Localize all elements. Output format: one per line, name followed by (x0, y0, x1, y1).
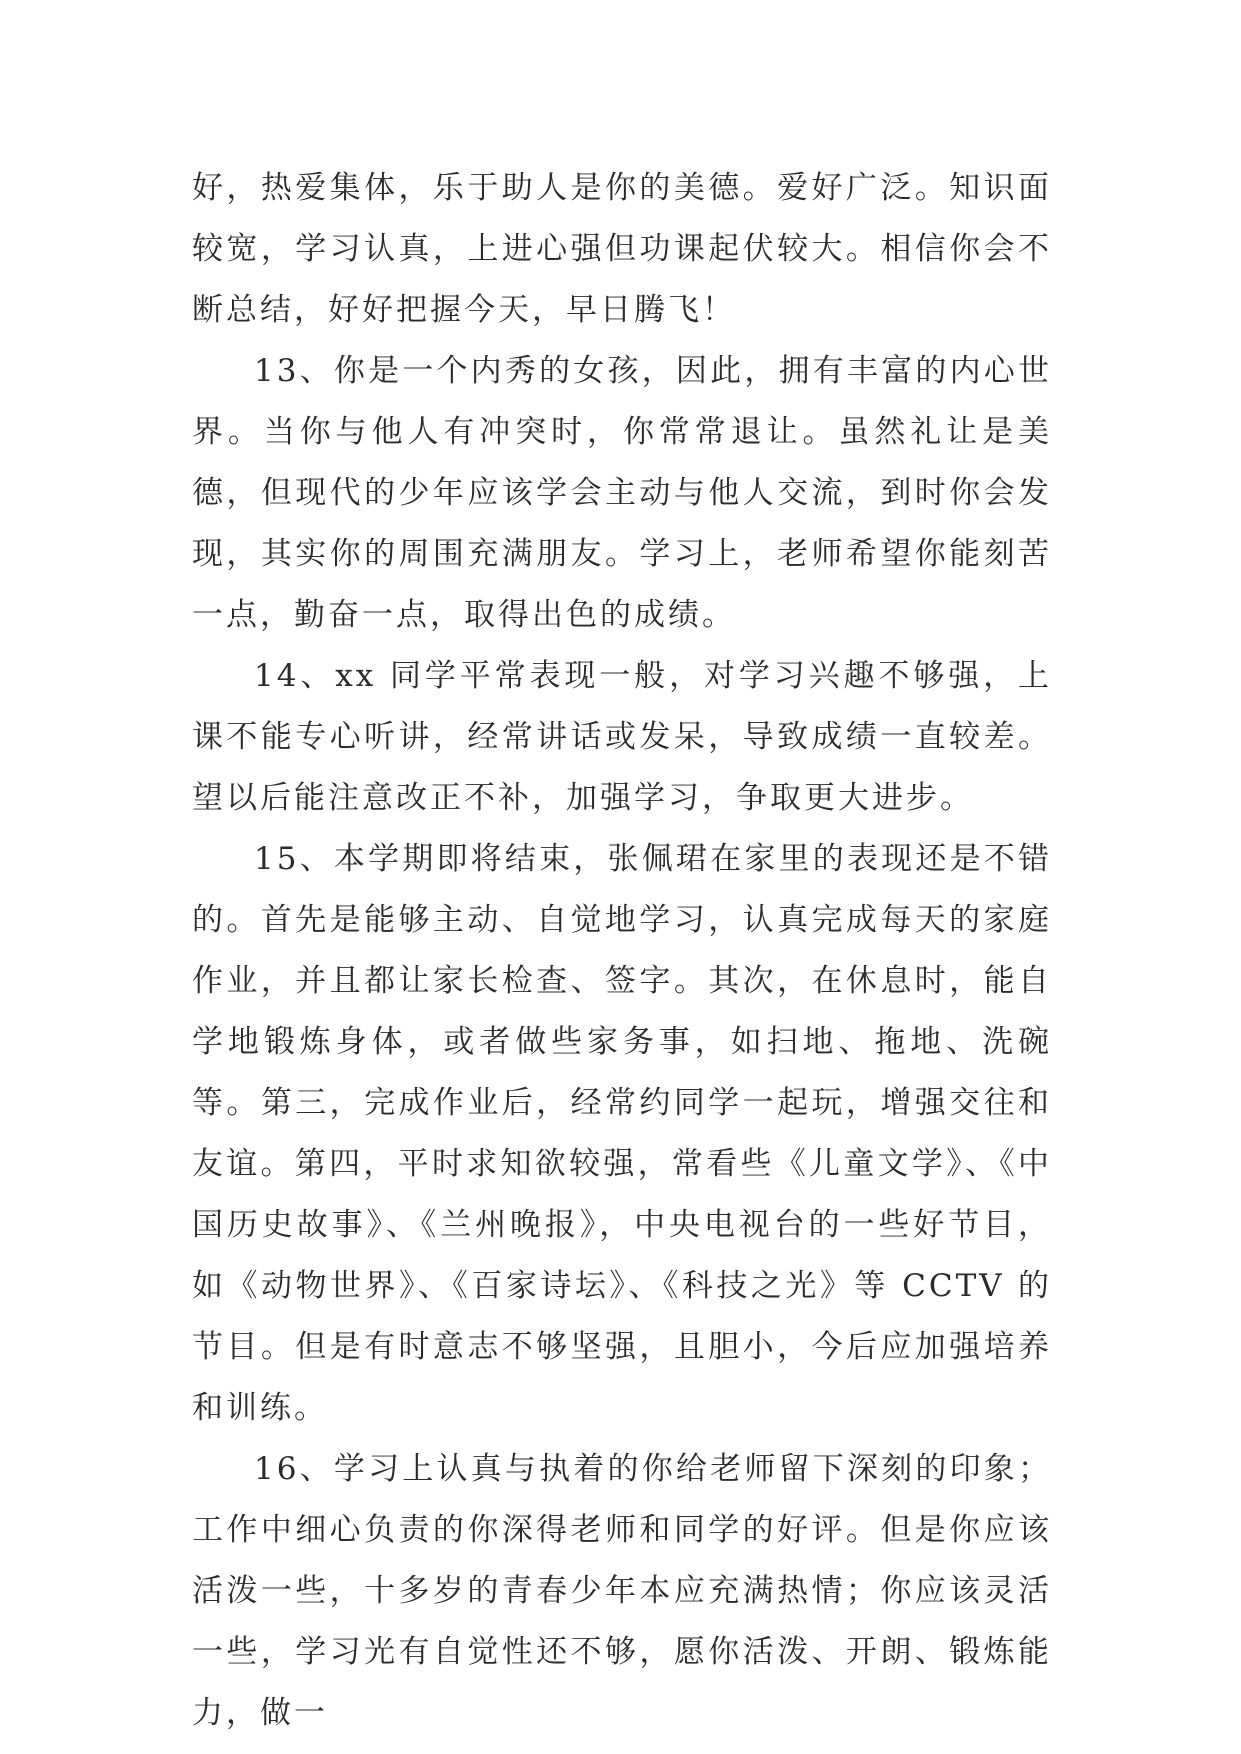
paragraph-16: 16、学习上认真与执着的你给老师留下深刻的印象；工作中细心负责的你深得老师和同学的好评。但是你应该活泼一些，十多岁的青春少年本应充满热情；你应该灵活一些，学习光有自觉性还不够，愿你活泼、开朗、锻炼能力，做一 (192, 1451, 1052, 1731)
paragraph-13: 13、你是一个内秀的女孩，因此，拥有丰富的内心世界。当你与他人有冲突时，你常常退让。虽然礼让是美德，但现代的少年应该学会主动与他人交流，到时你会发现，其实你的周围充满朋友。学习上，老师希望你能刻苦一点，勤奋一点，取得出色的成绩。 (192, 353, 1052, 633)
paragraph-continuation: 好，热爱集体，乐于助人是你的美德。爱好广泛。知识面较宽，学习认真，上进心强但功课起伏较大。相信你会不断总结，好好把握今天，早日腾飞！ (192, 170, 1052, 328)
document-body (192, 158, 1052, 1744)
paragraph-14: 14、xx 同学平常表现一般，对学习兴趣不够强，上课不能专心听讲，经常讲话或发呆，导致成绩一直较差。望以后能注意改正不补，加强学习，争取更大进步。 (192, 658, 1052, 816)
paragraph-15: 15、本学期即将结束，张佩珺在家里的表现还是不错的。首先是能够主动、自觉地学习，认真完成每天的家庭作业，并且都让家长检查、签字。其次，在休息时，能自学地锻炼身体，或者做些家务事，如扫地、拖地、洗碗等。第三，完成作业后，经常约同学一起玩，增强交往和友谊。第四，平时求知欲较强，常看些《儿童文学》、《中国历史故事》、《兰州晚报》，中央电视台的一些好节目，如《动物世界》、《百家诗坛》、《科技之光》等 CCTV 的节目。但是有时意志不够坚强，且胆小，今后应加强培养和训练。 (192, 841, 1052, 1426)
